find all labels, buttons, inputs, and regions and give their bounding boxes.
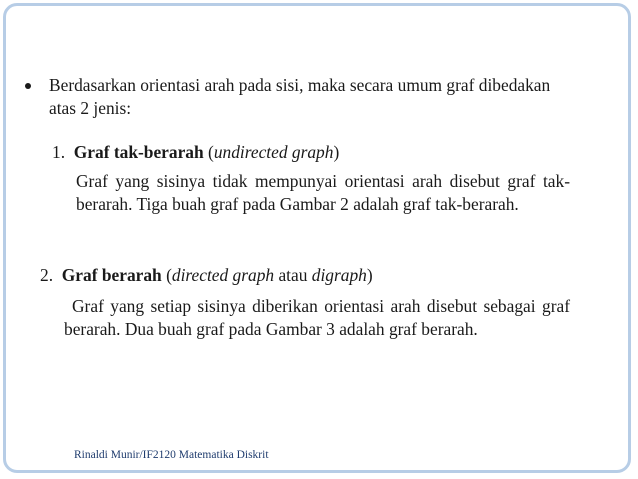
item-1-close-paren: ) (333, 142, 340, 162)
item-2-gloss: directed graph (171, 265, 275, 285)
slide-footer: Rinaldi Munir/IF2120 Matematika Diskrit (74, 449, 269, 461)
item-1-description: Graf yang sisinya tidak mempunyai orientasi arah disebut graf tak-berarah. Tiga buah graf pada Gambar 2 adalah graf tak-berarah. (76, 171, 570, 214)
item-1-open-paren: ( (203, 142, 214, 162)
item-2-open-paren: ( (161, 265, 172, 285)
item-2-middle: atau (274, 265, 312, 285)
item-1-heading (52, 142, 339, 163)
bullet-dot-icon (25, 83, 31, 89)
item-2-gloss2: digraph (311, 265, 367, 285)
item-1-term: Graf tak-berarah (73, 142, 204, 162)
item-2-number: 2. (40, 265, 54, 285)
item-2-close-paren: ) (366, 265, 373, 285)
item-2-heading (40, 265, 373, 286)
item-1-gloss: undirected graph (213, 142, 334, 162)
bullet-item (24, 74, 570, 120)
slide-content (24, 74, 570, 120)
item-2-term: Graf berarah (61, 265, 162, 285)
bullet-text: Berdasarkan orientasi arah pada sisi, maka secara umum graf dibedakan atas 2 jenis: (49, 75, 551, 118)
item-1-number: 1. (52, 142, 66, 162)
item-2-description: Graf yang setiap sisinya diberikan orientasi arah disebut sebagai graf berarah. Dua buah graf pada Gambar 3 adalah graf berarah. (64, 296, 570, 339)
